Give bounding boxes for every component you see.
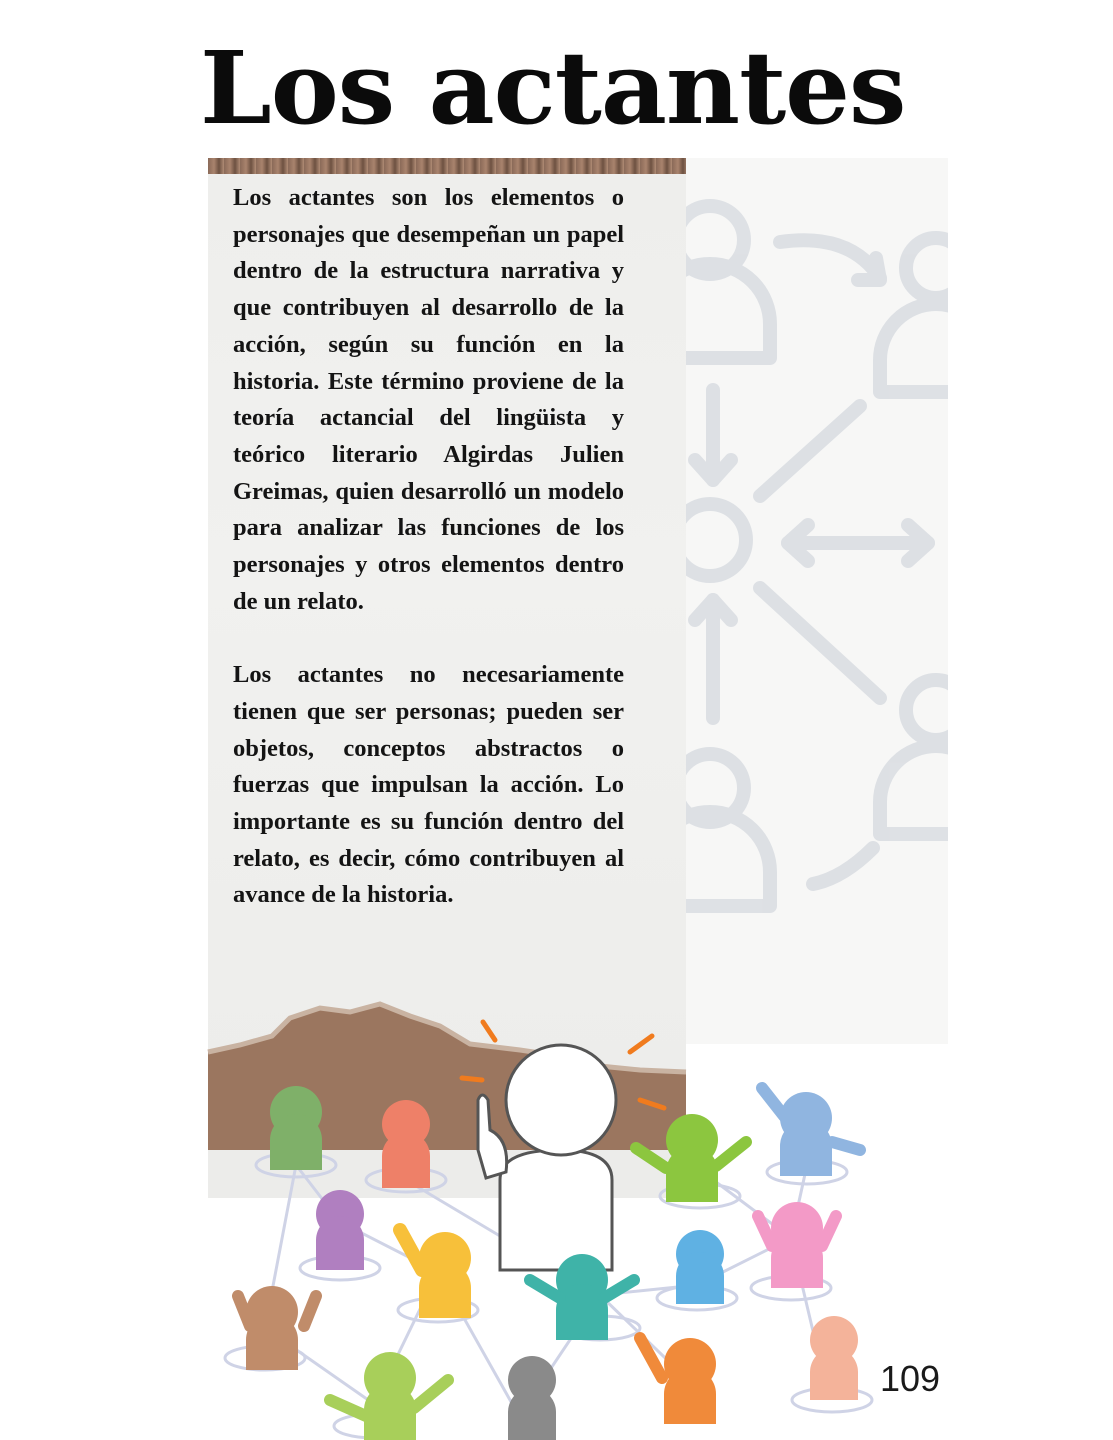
figure-pink (758, 1202, 836, 1288)
figure-yellow (400, 1230, 471, 1318)
figure-peach (810, 1316, 858, 1400)
body-text (233, 180, 624, 914)
paragraph-2: Los actantes no necesariamente tienen que ser personas; pueden ser objetos, conceptos abstractos o fuerzas que impulsan la acción. Lo importante es su función dentro del relato, es decir, cómo contribuyen al avance de la historia. (233, 661, 624, 909)
figure-coral (382, 1100, 430, 1188)
torn-paper-edge (208, 158, 686, 174)
figure-blue-light (676, 1230, 724, 1304)
page-number: 109 (880, 1358, 941, 1399)
figure-purple (316, 1190, 364, 1270)
figure-lime-bottom (330, 1352, 448, 1440)
crowd-network-illustration (0, 990, 1113, 1440)
paragraph-1: Los actantes son los elementos o personajes que desempeñan un papel dentro de la estructura narrativa y que contribuyen al desarrollo de la acción, según su función en la historia. Este término proviene de la teoría actancial del lingüista y teórico literario Algirdas Julien Greimas, quien desarrolló un modelo para analizar las funciones de los personajes y otros elementos dentro de un relato. (233, 184, 624, 615)
page-title: Los actantes (200, 29, 906, 147)
figure-green (270, 1086, 322, 1170)
figure-gray (508, 1356, 556, 1440)
figure-orange (640, 1338, 716, 1424)
